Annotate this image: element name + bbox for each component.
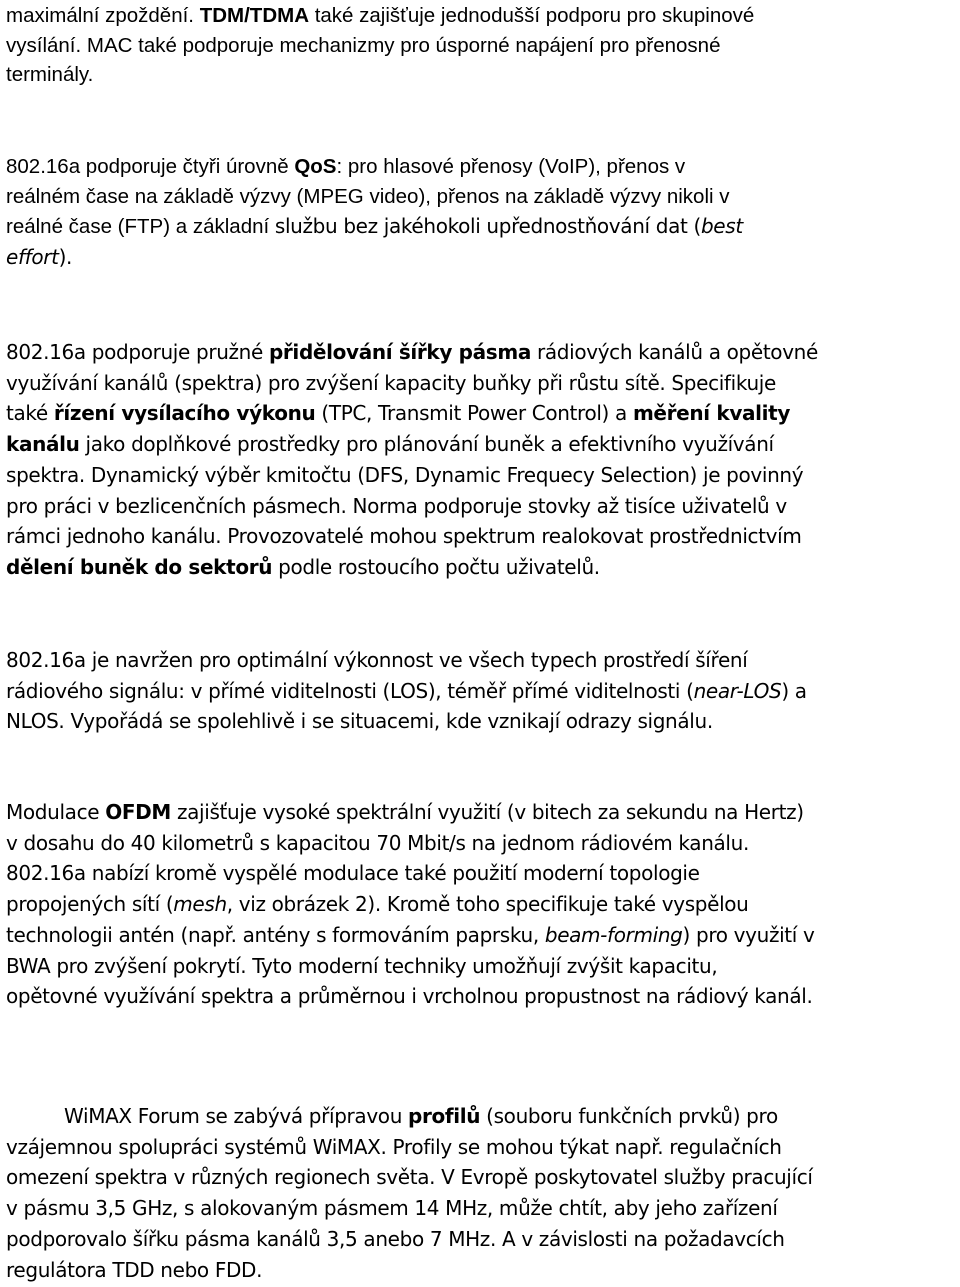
text-line: NLOS. Vypořádá se spolehlivě i se situacemi, kde vznikají odrazy signálu. <box>6 709 713 734</box>
text-run: jako doplňkové prostředky pro plánování buněk a efektivního využívání <box>79 432 774 457</box>
text-run: také <box>6 401 54 426</box>
italic-term-effort: effort <box>6 245 59 270</box>
paragraph-los-nlos <box>6 645 958 737</box>
text-run: , viz obrázek 2). Kromě toho specifikuje také vyspělou <box>226 892 749 917</box>
bold-term-channel-quality: měření kvality <box>632 401 791 426</box>
text-line <box>6 889 958 920</box>
bold-term-cell-sectoring: dělení buněk do sektorů <box>6 554 273 579</box>
text-run: WiMAX Forum se zabývá přípravou <box>64 1104 409 1128</box>
text-run: ). <box>58 245 73 270</box>
text-line <box>6 1101 958 1132</box>
text-line: podporovalo šířku pásma kanálů 3,5 anebo 7 MHz. A v závislosti na požadavcích <box>6 1226 785 1251</box>
text-line: opětovné využívání spektra a průměrnou i vrcholnou propustnost na rádiový kanál. <box>6 984 813 1009</box>
text-run: 802.16a podporuje čtyři úrovně <box>6 155 295 178</box>
text-line <box>6 152 958 182</box>
text-line: BWA pro zvýšení pokrytí. Tyto moderní techniky umožňují zvýšit kapacitu, <box>6 953 718 978</box>
text-run: (TPC, Transmit Power Control) a <box>315 401 633 426</box>
text-line <box>6 429 958 460</box>
text-run: Modulace <box>6 800 106 824</box>
text-line <box>6 337 958 368</box>
paragraph-qos <box>6 152 958 272</box>
text-line: vysílání. MAC také podporuje mechanizmy pro úsporné napájení pro přenosné <box>6 33 721 57</box>
text-run: rádiových kanálů a opětovné <box>530 340 818 364</box>
bold-term-profiles: profilů <box>408 1104 481 1128</box>
text-line: omezení spektra v různých regionech světa. V Evropě poskytovatel služby pracující <box>6 1165 813 1190</box>
italic-term-mesh: mesh <box>173 892 227 917</box>
text-run: podle rostoucího počtu uživatelů. <box>272 554 600 579</box>
text-run: ) a <box>781 678 807 703</box>
text-line: rámci jednoho kanálu. Provozovatelé mohou spektrum realokovat prostřednictvím <box>6 524 802 549</box>
text-run: maximální zpoždění. <box>6 4 200 27</box>
bold-term-channel: kanálu <box>6 432 80 457</box>
text-run: : pro hlasové přenosy (VoIP), přenos v <box>336 155 686 178</box>
bold-term-tdm-tdma: TDM/TDMA <box>199 4 310 27</box>
text-line <box>6 211 958 242</box>
text-line: 802.16a nabízí kromě vyspělé modulace také použití moderní topologie <box>6 861 700 886</box>
text-run: zajišťuje vysoké spektrální využití (v bitech za sekundu na Hertz) <box>170 800 804 824</box>
paragraph-mac-features <box>6 1 958 90</box>
text-line <box>6 552 958 583</box>
text-line <box>6 920 958 951</box>
text-run: technologii antén (např. antény s formováním paprsku, <box>6 922 545 947</box>
text-line: využívání kanálů (spektra) pro zvýšení kapacity buňky při růstu sítě. Specifikuje <box>6 370 776 395</box>
text-line: pro práci v bezlicenčních pásmech. Norma podporuje stovky až tisíce uživatelů v <box>6 493 787 518</box>
bold-term-ofdm: OFDM <box>105 800 171 824</box>
bold-term-qos: QoS <box>294 155 337 178</box>
paragraph-wimax-forum <box>6 1101 958 1285</box>
italic-term-best: best <box>700 214 743 239</box>
text-line: 802.16a je navržen pro optimální výkonnost ve všech typech prostředí šíření <box>6 648 748 672</box>
text-run: službu bez jakéhokoli upřednostňování dat ( <box>274 214 701 239</box>
text-run: 802.16a podporuje pružné <box>6 340 269 364</box>
bold-term-bandwidth-allocation: přidělování šířky pásma <box>268 340 531 364</box>
text-run: také zajišťuje jednodušší podporu pro skupinové <box>309 4 755 27</box>
text-line: spektra. Dynamický výběr kmitočtu (DFS, Dynamic Frequecy Selection) je povinný <box>6 462 804 487</box>
text-line <box>6 398 958 429</box>
text-line: v pásmu 3,5 GHz, s alokovaným pásmem 14 MHz, může chtít, aby jeho zařízení <box>6 1196 778 1221</box>
text-run: rádiového signálu: v přímé viditelnosti (LOS), téměř přímé viditelnosti ( <box>6 678 694 703</box>
text-run: (souboru funkčních prvků) pro <box>480 1104 778 1128</box>
text-line: vzájemnou spolupráci systémů WiMAX. Profily se mohou týkat např. regulačních <box>6 1134 782 1159</box>
text-run: reálné čase (FTP) a základní <box>6 215 275 239</box>
text-line: v dosahu do 40 kilometrů s kapacitou 70 Mbit/s na jednom rádiovém kanálu. <box>6 830 749 855</box>
italic-term-beam-forming: beam-forming <box>544 922 683 947</box>
text-line <box>6 676 958 707</box>
text-line <box>6 797 958 828</box>
text-line <box>6 242 958 272</box>
text-line: regulátora TDD nebo FDD. <box>6 1257 263 1282</box>
text-run: ) pro využití v <box>682 922 815 947</box>
bold-term-power-control: řízení vysílacího výkonu <box>53 401 316 426</box>
paragraph-ofdm <box>6 797 958 1012</box>
text-line: reálném čase na základě výzvy (MPEG video), přenos na základě výzvy nikoli v <box>6 184 730 208</box>
text-line: terminály. <box>6 63 94 87</box>
text-run: propojených sítí ( <box>6 892 174 917</box>
paragraph-bandwidth-allocation <box>6 337 958 583</box>
text-line <box>6 1 958 31</box>
italic-term-near-los: near-LOS <box>693 678 782 703</box>
